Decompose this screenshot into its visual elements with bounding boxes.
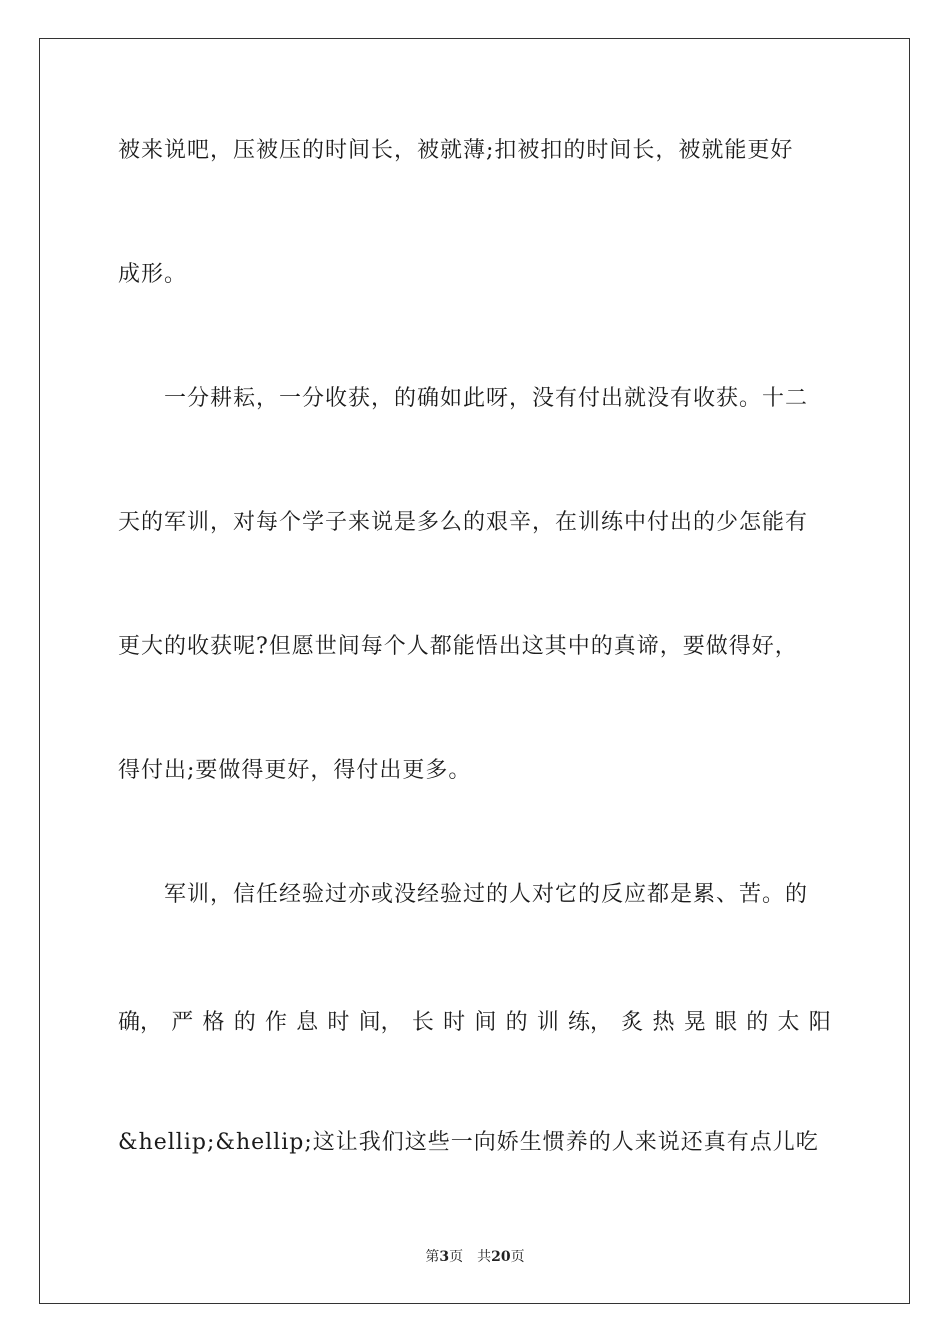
total-suffix: 页 — [510, 1249, 525, 1265]
paragraph-line: 天的军训，对每个学子来说是多么的艰辛，在训练中付出的少怎能有 — [118, 510, 809, 535]
justified-char: 严 — [171, 1010, 194, 1035]
justified-char: 格 — [202, 1010, 225, 1035]
justified-char: 训 — [536, 1010, 559, 1035]
justified-char: 时 — [327, 1010, 350, 1035]
justified-char: 眼 — [714, 1010, 737, 1035]
page-footer — [0, 1247, 950, 1267]
justified-char: 作 — [264, 1010, 287, 1035]
paragraph-line: 被来说吧，压被压的时间长，被就薄;扣被扣的时间长，被就能更好 — [118, 138, 794, 163]
justified-char: 长 — [411, 1010, 434, 1035]
paragraph-line: 更大的收获呢?但愿世间每个人都能悟出这其中的真谛，要做得好， — [118, 634, 798, 659]
paragraph-line: 得付出;要做得更好，得付出更多。 — [118, 758, 472, 783]
total-prefix: 共 — [477, 1249, 492, 1265]
paragraph-line: &hellip;&hellip;这让我们这些一向娇生惯养的人来说还真有点儿吃 — [118, 1130, 819, 1155]
justified-char: 间， — [358, 1010, 403, 1035]
justified-char: 时 — [443, 1010, 466, 1035]
paragraph-line: 军训，信任经验过亦或没经验过的人对它的反应都是累、苦。的 — [164, 882, 809, 907]
justified-char: 阳 — [808, 1010, 831, 1035]
justified-char: 练， — [568, 1010, 613, 1035]
justified-char: 的 — [233, 1010, 256, 1035]
paragraph-line: 成形。 — [118, 262, 188, 287]
page-frame — [39, 38, 910, 1304]
paragraph-line: 一分耕耘，一分收获，的确如此呀，没有付出就没有收获。十二 — [164, 386, 809, 411]
justified-char: 晃 — [683, 1010, 706, 1035]
page-number: 3 — [439, 1249, 450, 1265]
justified-char: 的 — [746, 1010, 769, 1035]
page-prefix: 第 — [425, 1249, 440, 1265]
justified-char: 确， — [118, 1010, 163, 1035]
justified-char: 间 — [474, 1010, 497, 1035]
justified-char: 炙 — [621, 1010, 644, 1035]
justified-char: 的 — [505, 1010, 528, 1035]
justified-char: 息 — [296, 1010, 319, 1035]
paragraph-line-justified — [118, 1008, 831, 1038]
justified-char: 太 — [777, 1010, 800, 1035]
justified-char: 热 — [652, 1010, 675, 1035]
page-suffix: 页 — [449, 1249, 464, 1265]
total-pages: 20 — [491, 1249, 511, 1265]
